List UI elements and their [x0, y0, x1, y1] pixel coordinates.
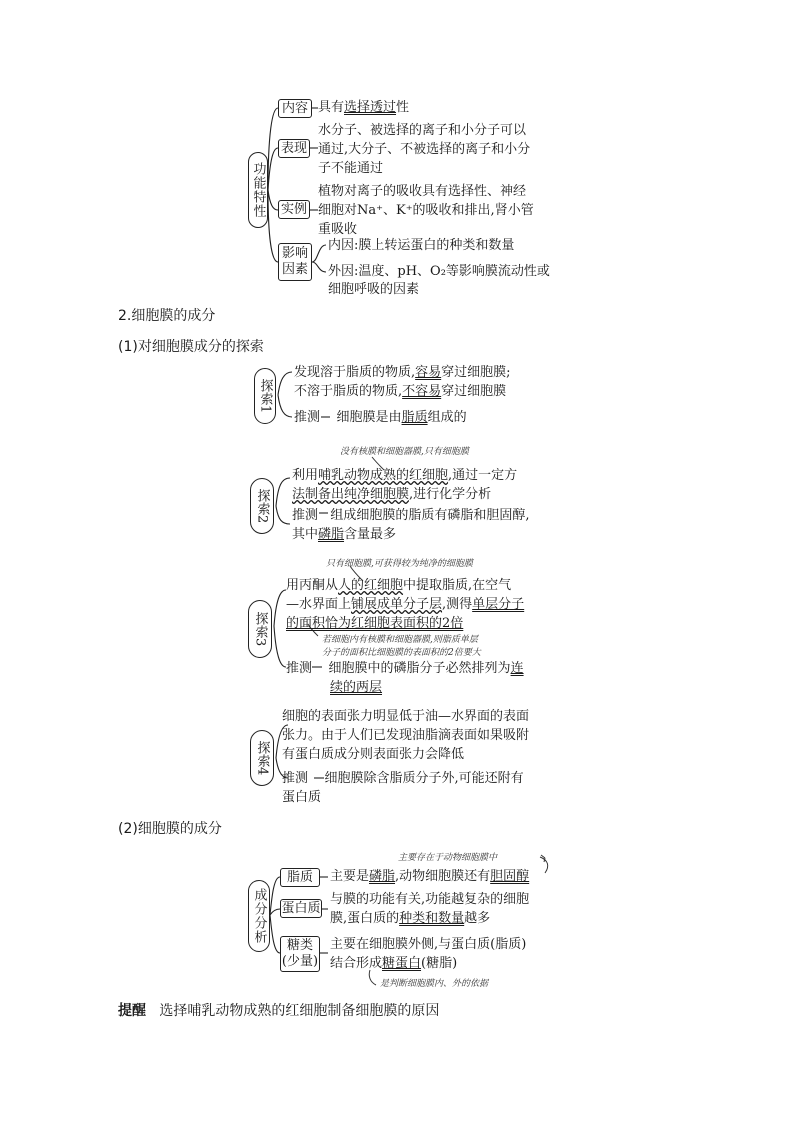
factor-label: 影响 因素 [278, 243, 312, 281]
exploration-3-inference-2: 续的两层 [330, 680, 383, 695]
example-line-1: 植物对离子的吸收具有选择性、神经 [318, 184, 527, 199]
factor-external-line-2: 细胞呼吸的因素 [328, 282, 420, 297]
exploration-1-inference: 推测 细胞膜是由脂质组成的 [294, 410, 467, 425]
exploration-3-inference-1: 推测 细胞膜中的磷脂分子必然排列为连 [286, 661, 524, 676]
subheading-composition: (2)细胞膜的成分 [118, 821, 222, 837]
example-line-2: 细胞对Na⁺、K⁺的吸收和排出,肾小管 [318, 203, 534, 218]
exploration-3-note-2-line-1: 若细胞内有核膜和细胞器膜,则脂质单层 [322, 635, 478, 645]
exploration-2-line-1: 利用哺乳动物成熟的红细胞,通过一定方 [292, 468, 518, 483]
tip-label: 提醒 [118, 1003, 146, 1019]
manifestation-line-1: 水分子、被选择的离子和小分子可以 [318, 123, 527, 138]
exploration-2-inference-2: 其中磷脂含量最多 [292, 527, 397, 542]
section-heading-membrane-composition: 2.细胞膜的成分 [118, 308, 216, 324]
manifestation-label: 表现 [278, 139, 310, 158]
sugar-line-1: 主要在细胞膜外侧,与蛋白质(脂质) [330, 937, 527, 952]
tip-text: 选择哺乳动物成熟的红细胞制备细胞膜的原因 [159, 1003, 440, 1019]
example-label: 实例 [278, 200, 310, 219]
glycoprotein-note: 是判断细胞膜内、外的依据 [380, 979, 489, 989]
exploration-2-inference-1: 推测 组成细胞膜的脂质有磷脂和胆固醇, [292, 508, 530, 523]
factor-internal: 内因:膜上转运蛋白的种类和数量 [328, 238, 515, 253]
exploration-1-line-1: 发现溶于脂质的物质,容易穿过细胞膜; [294, 365, 511, 380]
exploration-3-note-1: 只有细胞膜,可获得较为纯净的细胞膜 [326, 559, 473, 569]
tip [118, 1000, 439, 1020]
exploration-4-line-2: 张力。由于人们已发现油脂滴表面如果吸附 [282, 728, 530, 743]
content-label: 内容 [278, 99, 312, 118]
cholesterol-note: 主要存在于动物细胞膜中 [398, 853, 498, 863]
manifestation-line-2: 通过,大分子、不被选择的离子和小分 [318, 142, 531, 157]
composition-analysis-root: 成分分析 [248, 880, 270, 952]
lipid-text: 主要是磷脂,动物细胞膜还有胆固醇 [330, 869, 530, 884]
exploration-4-label: 探索4 [250, 730, 274, 786]
sugar-line-2: 结合形成糖蛋白(糖脂) [330, 956, 458, 971]
exploration-3-label: 探索3 [248, 600, 272, 658]
exploration-2-note: 没有核膜和细胞器膜,只有细胞膜 [340, 447, 469, 457]
exploration-4-inference-1: 推测 细胞膜除含脂质分子外,可能还附有 [282, 771, 524, 786]
protein-line-1: 与膜的功能有关,功能越复杂的细胞 [330, 892, 530, 907]
exploration-1-label: 探索1 [254, 368, 276, 424]
subheading-exploration: (1)对细胞膜成分的探索 [118, 339, 264, 355]
functional-property-root: 功能特性 [248, 152, 268, 228]
exploration-3-line-1: 用丙酮从人的红细胞中提取脂质,在空气 [286, 578, 512, 593]
sugar-label: 糖类 (少量) [280, 936, 320, 972]
protein-line-2: 膜,蛋白质的种类和数量越多 [330, 911, 491, 926]
exploration-3-line-3: 的面积恰为红细胞表面积的2倍 [286, 616, 464, 631]
protein-label: 蛋白质 [280, 899, 322, 918]
exploration-2-label: 探索2 [250, 478, 274, 534]
manifestation-line-3: 子不能通过 [318, 161, 384, 176]
content-text: 具有选择透过性 [318, 100, 410, 115]
factor-external-line-1: 外因:温度、pH、O₂等影响膜流动性或 [328, 264, 550, 279]
example-line-3: 重吸收 [318, 222, 358, 237]
exploration-4-line-3: 有蛋白质成分则表面张力会降低 [282, 747, 465, 762]
exploration-3-note-2-line-2: 分子的面积比细胞膜的表面积的2倍要大 [322, 648, 481, 658]
exploration-4-inference-2: 蛋白质 [282, 790, 322, 805]
exploration-3-line-2: —水界面上铺展成单分子层,测得单层分子 [286, 597, 525, 612]
exploration-4-line-1: 细胞的表面张力明显低于油—水界面的表面 [282, 709, 530, 724]
exploration-1-line-2: 不溶于脂质的物质,不容易穿过细胞膜 [294, 384, 507, 399]
exploration-2-line-2: 法制备出纯净细胞膜,进行化学分析 [292, 487, 492, 502]
lipid-label: 脂质 [280, 868, 320, 887]
